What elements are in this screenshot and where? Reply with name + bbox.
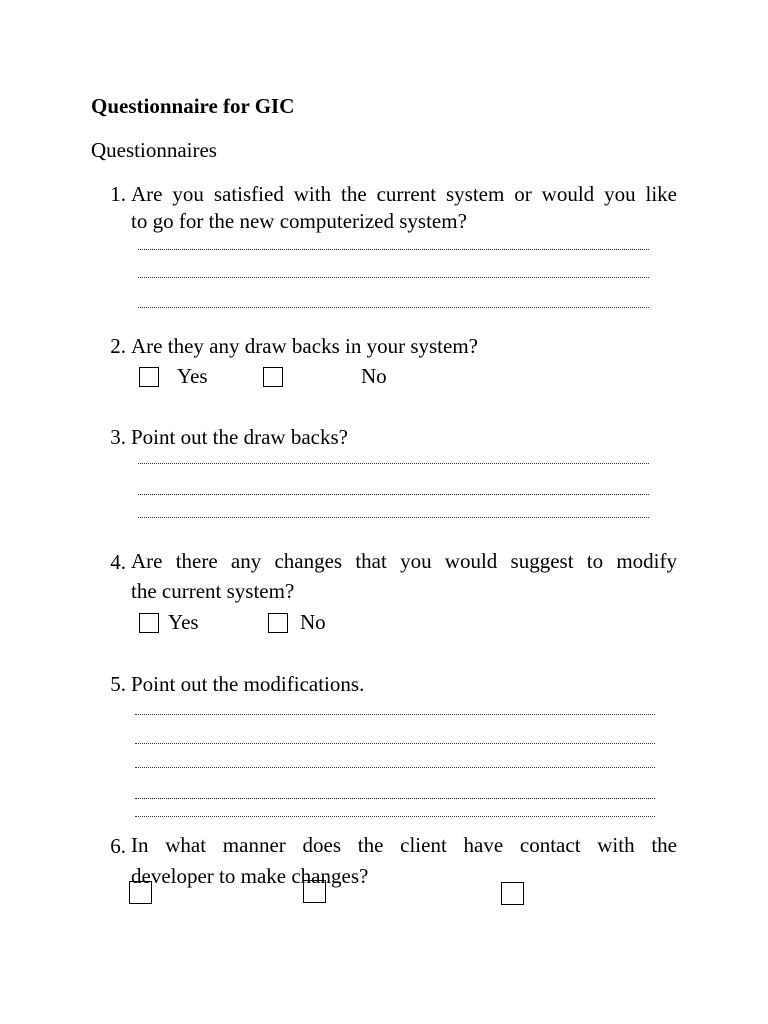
yes-checkbox[interactable]: [139, 367, 159, 387]
question-4-line-1: Are there any changes that you would suggest to modify: [131, 549, 677, 573]
answer-line[interactable]: [138, 249, 649, 250]
yes-option-label: Yes: [168, 610, 199, 634]
yes-option-label: Yes: [177, 364, 208, 388]
question-5-number: 5.: [110, 672, 126, 696]
option-checkbox[interactable]: [501, 882, 524, 905]
document-title: Questionnaire for GIC: [91, 94, 295, 118]
answer-line[interactable]: [138, 463, 649, 464]
no-checkbox[interactable]: [263, 367, 283, 387]
answer-line[interactable]: [135, 743, 655, 744]
answer-line[interactable]: [135, 714, 655, 715]
no-option-label: No: [300, 610, 326, 634]
section-heading: Questionnaires: [91, 138, 217, 162]
question-1-line-2: to go for the new computerized system?: [131, 209, 467, 233]
question-6-line-2: developer to make changes?: [131, 864, 369, 888]
answer-line[interactable]: [138, 517, 649, 518]
answer-line[interactable]: [135, 816, 655, 817]
question-5-text: Point out the modifications.: [131, 672, 365, 696]
answer-line[interactable]: [135, 767, 655, 768]
answer-line[interactable]: [138, 307, 649, 308]
option-checkbox[interactable]: [129, 881, 152, 904]
question-4-line-2: the current system?: [131, 579, 295, 603]
question-4-number: 4.: [110, 550, 126, 574]
answer-line[interactable]: [138, 494, 649, 495]
question-3-text: Point out the draw backs?: [131, 425, 348, 449]
no-checkbox[interactable]: [268, 613, 288, 633]
no-option-label: No: [361, 364, 387, 388]
question-1-line-1: Are you satisfied with the current system or would you like: [131, 182, 677, 206]
question-2-text: Are they any draw backs in your system?: [131, 334, 478, 358]
answer-line[interactable]: [135, 798, 655, 799]
yes-checkbox[interactable]: [139, 613, 159, 633]
question-6-line-1: In what manner does the client have contact with the: [131, 833, 677, 857]
answer-line[interactable]: [138, 277, 649, 278]
question-6-number: 6.: [110, 834, 126, 858]
option-checkbox[interactable]: [303, 880, 326, 903]
question-1-number: 1.: [110, 182, 126, 206]
question-2-number: 2.: [110, 334, 126, 358]
question-3-number: 3.: [110, 425, 126, 449]
